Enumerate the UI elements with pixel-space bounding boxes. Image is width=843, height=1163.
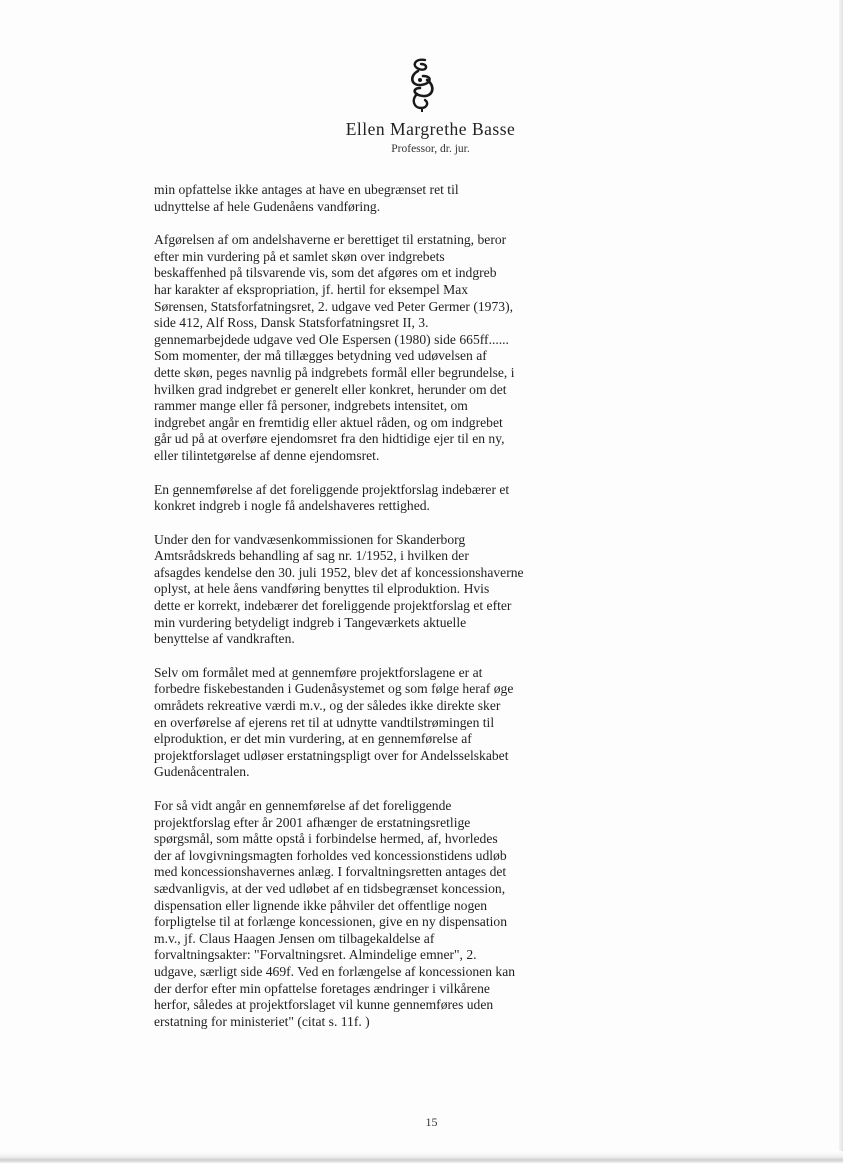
text-line: sædvanligvis, at der ved udløbet af en tidsbegrænset koncession, <box>154 880 506 896</box>
text-line: m.v., jf. Claus Haagen Jensen om tilbagekaldelse af <box>154 930 435 946</box>
paragraph <box>154 665 604 781</box>
body-text <box>154 182 604 1047</box>
text-line: beskaffenhed på tilsvarende vis, som det afgøres om et indgreb <box>154 265 497 281</box>
text-line: forpligtelse til at forlænge koncessionen, give en ny dispensation <box>154 914 507 930</box>
text-line: dette skøn, peges navnlig på indgrebets formål eller begrundelse, i <box>154 364 515 380</box>
paragraph <box>154 232 604 464</box>
paragraph <box>154 532 604 648</box>
text-line: indgrebet angår en fremtidig eller aktuel råden, og om indgrebet <box>154 414 503 430</box>
text-line: går ud på at overføre ejendomsret fra den hidtidige ejer til en ny, <box>154 431 505 447</box>
author-title: Professor, dr. jur. <box>391 143 470 155</box>
text-line: projektforslaget udløser erstatningspligt over for Andelsselskabet <box>154 747 509 763</box>
text-line: For så vidt angår en gennemførelse af det foreliggende <box>154 798 452 813</box>
text-line: min vurdering betydeligt indgreb i Tangeværkets aktuelle <box>154 614 467 630</box>
text-line: konkret indgreb i nogle få andelshaveres rettighed. <box>154 498 430 514</box>
text-line: Afgørelsen af om andelshaverne er berettiget til erstatning, beror <box>154 232 507 248</box>
text-line: afsagdes kendelse den 30. juli 1952, blev det af koncessionshaverne <box>154 564 524 580</box>
text-line: dette er korrekt, indebærer det foreliggende projektforslag et efter <box>154 598 512 614</box>
text-line: erstatning for ministeriet" (citat s. 11f. ) <box>154 1013 370 1029</box>
text-line: hvilken grad indgrebet er generelt eller konkret, herunder om det <box>154 381 507 397</box>
text-line: side 412, Alf Ross, Dansk Statsforfatningsret II, 3. <box>154 315 429 331</box>
text-line: udgave, særligt side 469f. Ved en forlængelse af koncessionen kan <box>154 963 516 979</box>
page-number: 15 <box>425 1115 438 1129</box>
monogram-logo-icon <box>405 56 439 114</box>
text-line: oplyst, at hele åens vandføring benyttes til elproduktion. Hvis <box>154 581 490 597</box>
text-line: Selv om formålet med at gennemføre projektforslagene er at <box>154 664 483 680</box>
paragraph <box>154 482 604 515</box>
text-line: der derfor efter min opfattelse foretages ændringer i vilkårene <box>154 980 490 996</box>
scan-edge-shadow <box>839 0 843 1163</box>
text-line: benyttelse af vandkraften. <box>154 631 295 647</box>
text-line: gennemarbejdede udgave ved Ole Espersen (1980) side 665ff...... <box>154 331 509 347</box>
text-line: har karakter af ekspropriation, jf. hertil for eksempel Max <box>154 281 469 297</box>
paragraph <box>154 798 604 1030</box>
text-line: Gudenåcentralen. <box>154 764 250 780</box>
text-line: der af lovgivningsmagten forholdes ved koncessionstidens udløb <box>154 847 507 863</box>
text-line: Under den for vandvæsenkommissionen for Skanderborg <box>154 531 466 547</box>
text-line: forvaltningsakter: "Forvaltningsret. Almindelige emner", 2. <box>154 947 477 963</box>
author-name: Ellen Margrethe Basse <box>345 119 516 139</box>
text-line: Amtsrådskreds behandling af sag nr. 1/1952, i hvilken der <box>154 548 469 564</box>
text-line: med koncessionshavernes anlæg. I forvaltningsretten antages det <box>154 864 507 880</box>
text-line: elproduktion, er det min vurdering, at en gennemførelse af <box>154 731 472 747</box>
paragraph <box>154 182 604 215</box>
text-line: Sørensen, Statsforfatningsret, 2. udgave ved Peter Germer (1973), <box>154 298 513 314</box>
text-line: eller tilintetgørelse af denne ejendomsret. <box>154 447 380 463</box>
text-line: rammer mange eller få personer, indgrebets intensitet, om <box>154 398 468 414</box>
text-line: udnyttelse af hele Gudenåens vandføring. <box>154 198 381 214</box>
text-line: spørgsmål, som måtte opstå i forbindelse hermed, af, hvorledes <box>154 831 498 847</box>
text-line: efter min vurdering på et samlet skøn over indgrebets <box>154 248 445 264</box>
text-line: dispensation eller lignende ikke påhviler det offentlige nogen <box>154 897 488 913</box>
text-line: herfor, således at projektforslaget vil kunne gennemføres uden <box>154 997 494 1013</box>
text-line: projektforslag efter år 2001 afhænger de erstatningsretlige <box>154 814 471 830</box>
text-line: en overførelse af ejerens ret til at udnytte vandtilstrømingen til <box>154 714 495 730</box>
text-line: min opfattelse ikke antages at have en ubegrænset ret til <box>154 182 459 197</box>
letterhead <box>0 56 843 155</box>
scan-bottom-edge <box>0 1151 843 1163</box>
text-line: Som momenter, der må tillægges betydning ved udøvelsen af <box>154 348 487 364</box>
text-line: forbedre fiskebestanden i Gudenåsystemet og som følge heraf øge <box>154 681 514 697</box>
text-line: områdets rekreative værdi m.v., og der således ikke direkte sker <box>154 698 501 714</box>
text-line: En gennemførelse af det foreliggende projektforslag indebærer et <box>154 481 510 497</box>
